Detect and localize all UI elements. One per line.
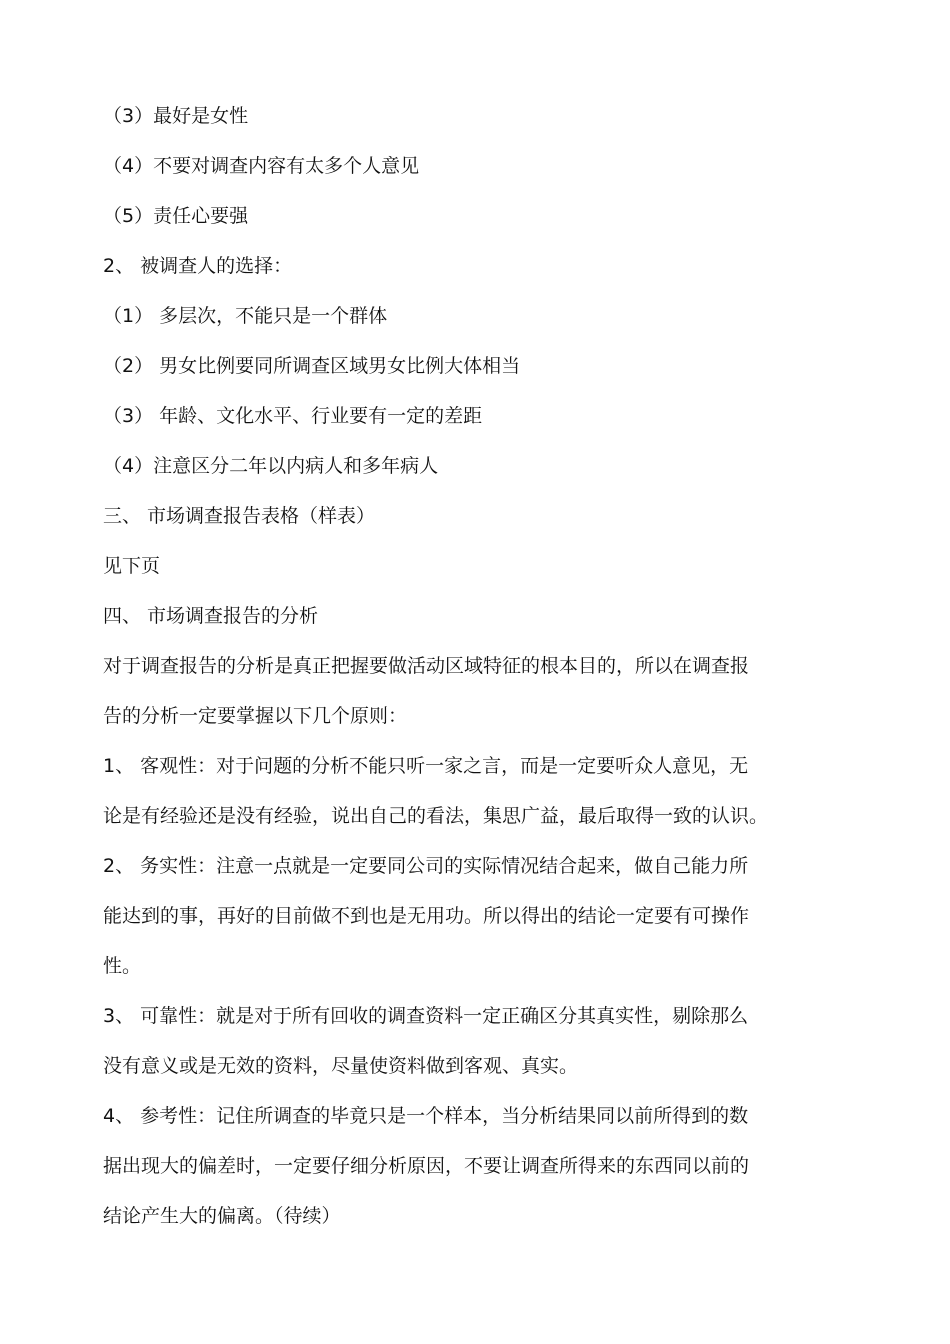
paragraph-line: 告的分析一定要掌握以下几个原则： bbox=[103, 705, 408, 727]
list-item: （3） 年龄、文化水平、行业要有一定的差距 bbox=[103, 405, 483, 427]
list-item: （1） 多层次，不能只是一个群体 bbox=[103, 305, 388, 327]
list-item: （4）不要对调查内容有太多个人意见 bbox=[103, 155, 420, 177]
principle-item: 3、 可靠性：就是对于所有回收的调查资料一定正确区分其真实性，剔除那么 bbox=[103, 1005, 749, 1027]
principle-item: 4、 参考性：记住所调查的毕竟只是一个样本，当分析结果同以前所得到的数 bbox=[103, 1105, 749, 1127]
list-item: （4）注意区分二年以内病人和多年病人 bbox=[103, 455, 439, 477]
paragraph-line: 见下页 bbox=[103, 555, 161, 577]
paragraph-line: 对于调查报告的分析是真正把握要做活动区域特征的根本目的，所以在调查报 bbox=[103, 655, 750, 677]
principle-item: 1、 客观性：对于问题的分析不能只听一家之言，而是一定要听众人意见，无 bbox=[103, 755, 749, 777]
paragraph-line: 据出现大的偏差时，一定要仔细分析原因，不要让调查所得来的东西同以前的 bbox=[103, 1155, 750, 1177]
paragraph-line: 结论产生大的偏离。（待续） bbox=[103, 1205, 341, 1227]
section-item: 2、 被调查人的选择： bbox=[103, 255, 293, 277]
section-heading: 四、 市场调查报告的分析 bbox=[103, 605, 319, 627]
paragraph-line: 没有意义或是无效的资料，尽量使资料做到客观、真实。 bbox=[103, 1055, 579, 1077]
principle-item: 2、 务实性：注意一点就是一定要同公司的实际情况结合起来，做自己能力所 bbox=[103, 855, 749, 877]
paragraph-line: 性。 bbox=[103, 955, 142, 977]
list-item: （3）最好是女性 bbox=[103, 105, 249, 127]
paragraph-line: 能达到的事，再好的目前做不到也是无用功。所以得出的结论一定要有可操作 bbox=[103, 905, 750, 927]
paragraph-line: 论是有经验还是没有经验，说出自己的看法，集思广益，最后取得一致的认识。 bbox=[103, 805, 769, 827]
list-item: （5）责任心要强 bbox=[103, 205, 249, 227]
list-item: （2） 男女比例要同所调查区域男女比例大体相当 bbox=[103, 355, 521, 377]
section-heading: 三、 市场调查报告表格（样表） bbox=[103, 505, 376, 527]
